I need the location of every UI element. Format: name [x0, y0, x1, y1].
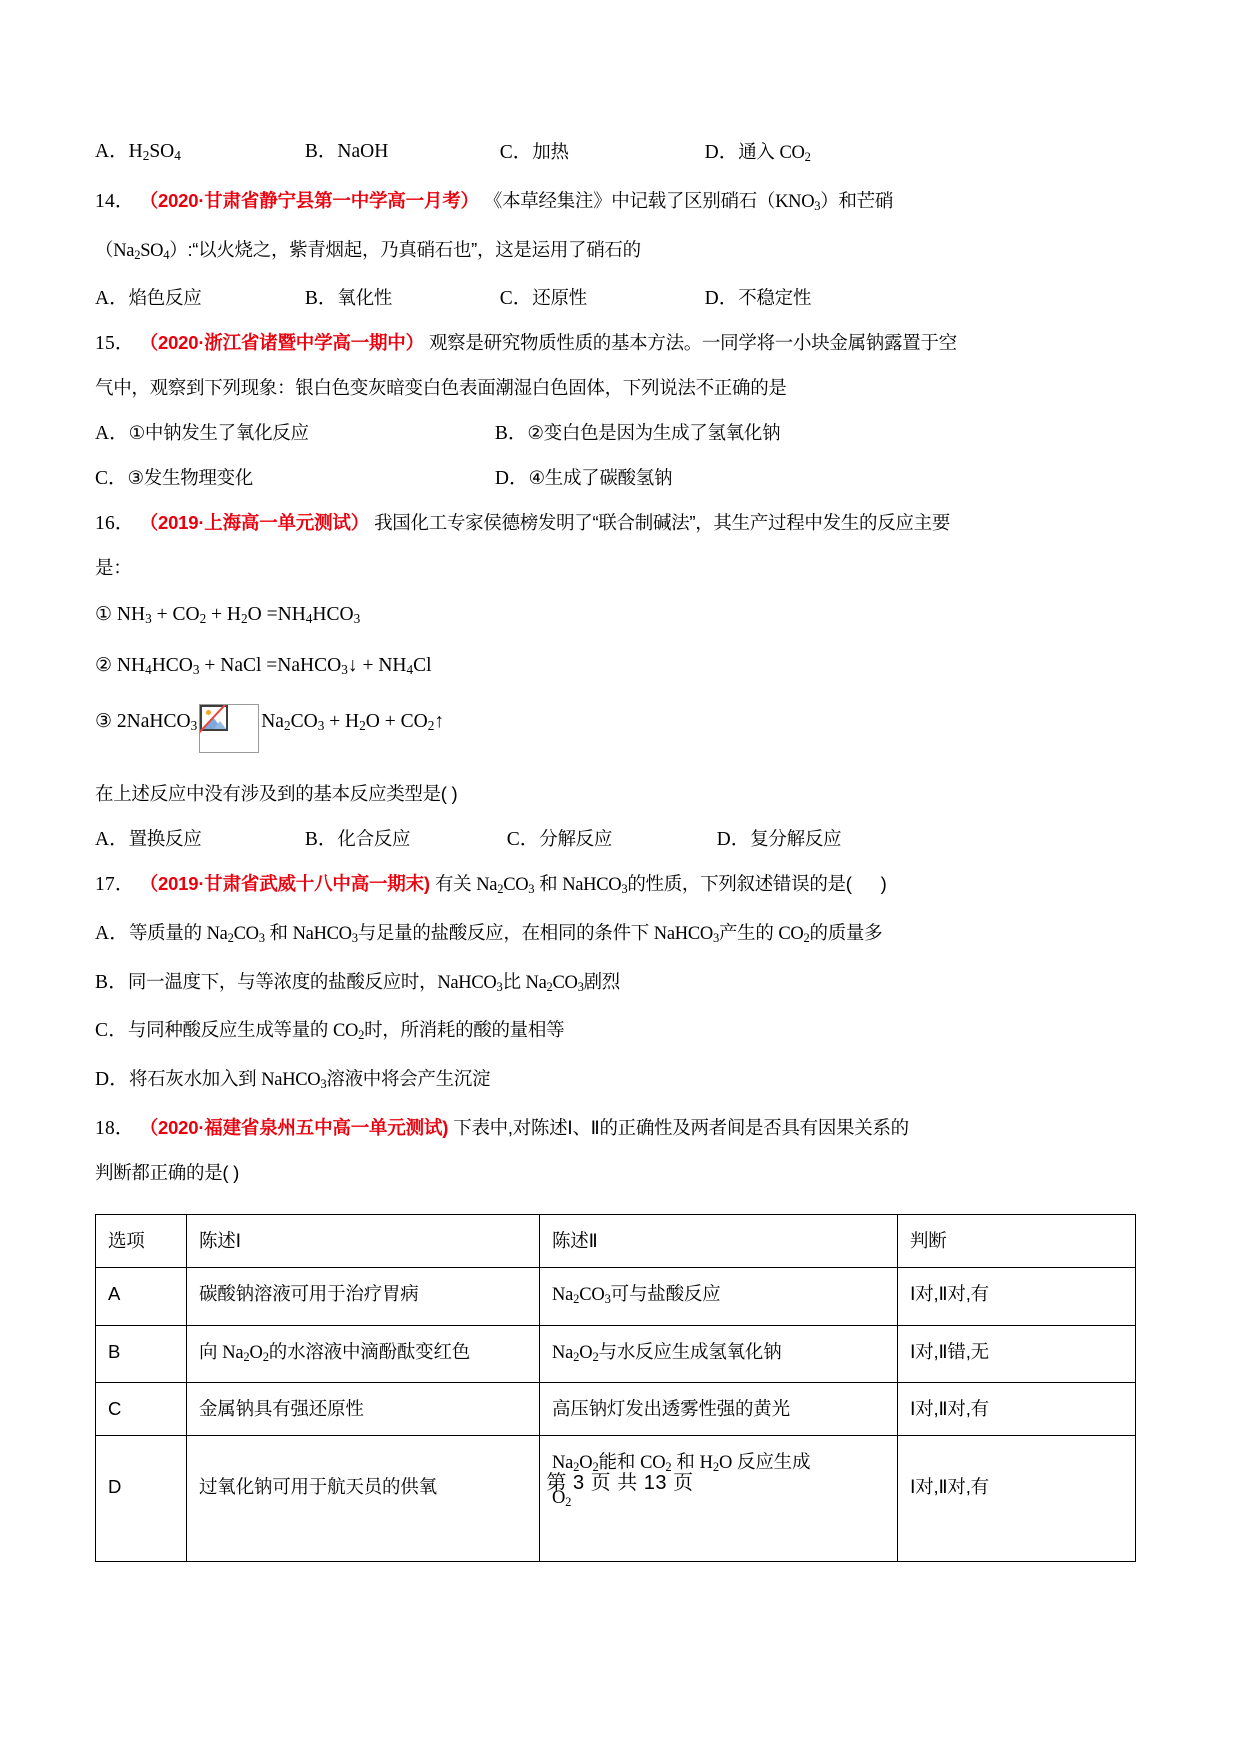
q13-option-c: [500, 130, 700, 175]
q15-option-d: [495, 456, 672, 501]
q15-option-c-text: ③发生物理变化: [127, 467, 254, 489]
q18-stem-line-1: [95, 1106, 1155, 1151]
table-row: [96, 1325, 1136, 1383]
q17-option-b-text: 同一温度下，与等浓度的盐酸反应时，NaHCO$_3$比 $Na_2CO_3$剧烈: [127, 970, 621, 994]
row-a-statement-2: $Na_2CO_3$可与盐酸反应: [540, 1267, 898, 1325]
q16-option-a-label: A．: [95, 829, 129, 851]
q16-option-a-text: 置换反应: [128, 828, 202, 850]
q16-eq3-right: $Na_2CO_3 + H_2O$ + $CO_2↑$: [261, 711, 445, 734]
q18-stem-text-1: 下表中,对陈述Ⅰ、Ⅱ的正确性及两者间是否具有因果关系的: [453, 1116, 909, 1138]
q15-stem-text-1: 观察是研究物质性质的基本方法。一同学将一小块金属钠露置于空: [428, 332, 957, 354]
q14-options-row: [95, 276, 1155, 321]
q16-source: （2019·上海高一单元测试）: [139, 512, 370, 534]
image-sun-glyph: [206, 710, 211, 715]
table-row: [96, 1267, 1136, 1325]
table-header-row: [96, 1214, 1136, 1267]
q17-option-a-text: 等质量的 $Na_2CO_3$ 和 NaHCO$_3$与足量的盐酸反应，在相同的条件下 NaHCO$_3$产生的 $CO_2$的质量多: [128, 921, 883, 945]
q13-option-c-label: C．: [499, 142, 533, 163]
q16-options-row: [95, 817, 1155, 862]
q16-stem-text-1: 我国化工专家侯德榜发明了“联合制碱法”，其生产过程中发生的反应主要: [374, 512, 951, 534]
q15-option-a-text: ①中钠发生了氧化反应: [128, 422, 309, 444]
q15-stem-text-2: 气中，观察到下列现象：银白色变灰暗变白色表面潮湿白色固体，下列说法不正确的是: [95, 377, 787, 399]
q17-option-d-label: D．: [95, 1069, 129, 1091]
q16-option-d: [717, 817, 842, 862]
row-c-judgement: Ⅰ对,Ⅱ对,有: [898, 1383, 1136, 1436]
q13-option-a-label: A．: [95, 141, 129, 162]
header-statement-1: 陈述Ⅰ: [187, 1214, 540, 1267]
q15-option-c-label: C．: [95, 468, 128, 490]
q18-number: 18．: [95, 1117, 135, 1139]
q16-equation-2: [95, 642, 1155, 693]
q16-option-d-label: D．: [716, 829, 751, 851]
q17-source: （2019·甘肃省武威十八中高一期末): [139, 873, 430, 895]
row-b-judgement: Ⅰ对,Ⅱ错,无: [898, 1325, 1136, 1383]
row-d-statement-1: 过氧化钠可用于航天员的供氧: [187, 1436, 540, 1562]
q15-stem-line-1: [95, 321, 1155, 366]
q15-option-b-text: ②变白色是因为生成了氢氧化钠: [527, 422, 781, 444]
q16-option-c: [507, 817, 712, 862]
row-d-judgement: Ⅰ对,Ⅱ对,有: [898, 1436, 1136, 1562]
q17-option-c-line: [95, 1008, 1155, 1057]
q14-option-d-label: D．: [704, 288, 739, 310]
q14-option-b: [305, 276, 495, 321]
q16-option-b-text: 化合反应: [337, 828, 411, 850]
q13-option-a: [95, 130, 300, 178]
q13-option-d-text: 通入 $CO_2$: [738, 141, 811, 164]
q15-stem-line-2: [95, 366, 1155, 411]
q17-option-c-text: 与同种酸反应生成等量的 $CO_2$时，所消耗的酸的量相等: [127, 1019, 565, 1043]
q14-option-b-label: B．: [304, 288, 338, 310]
q14-stem-line-1: [95, 179, 1155, 228]
q16-equation-1: [95, 591, 1155, 642]
row-a-judgement: Ⅰ对,Ⅱ对,有: [898, 1267, 1136, 1325]
q14-option-d-text: 不稳定性: [738, 287, 812, 309]
q15-number: 15．: [95, 333, 135, 355]
q16-stem-text-2: 是：: [95, 557, 132, 579]
q17-option-a-label: A．: [95, 922, 129, 944]
q15-option-c: [95, 456, 490, 501]
row-a-option: A: [96, 1267, 187, 1325]
q17-stem-line: [95, 862, 1155, 911]
row-c-statement-2: 高压钠灯发出透雾性强的黄光: [540, 1383, 898, 1436]
row-b-statement-2: $Na_2O_2$与水反应生成氢氧化钠: [540, 1325, 898, 1383]
q14-stem-line-2: [95, 228, 1155, 277]
q16-eq1-text: $NH_3 + CO_2 + H_2O =NH_4HCO_3$: [116, 604, 361, 627]
row-b-statement-1: 向 $Na_2O_2$的水溶液中滴酚酞变红色: [187, 1325, 540, 1383]
q15-option-a: [95, 411, 490, 456]
q14-option-a-text: 焰色反应: [128, 287, 202, 309]
q13-option-b: [305, 130, 495, 174]
q17-stem-text: 有关 $Na_2CO_3$ 和 NaHCO$_3$的性质，下列叙述错误的是( ): [434, 873, 887, 896]
q17-option-b-line: [95, 960, 1155, 1009]
q14-option-d: [705, 276, 811, 321]
image-mountain-small-glyph: [214, 721, 226, 729]
q16-eq1-marker: ①: [95, 603, 113, 626]
q14-option-c-label: C．: [499, 288, 533, 310]
q16-equation-3: [95, 693, 1155, 754]
q14-stem-text-2: $(Na_2SO_4):“$以火烧之，紫青烟起，乃真硝石也”，这是运用了硝石的: [95, 238, 641, 262]
q16-eq2-text: $NH_4HCO_3$ + NaCl =NaHCO$_3$↓ + $NH_4Cl$: [116, 655, 432, 678]
q14-stem-text-1: 《本草经集注》中记载了区别硝石$(KNO_3)$和芒硝: [483, 189, 894, 213]
q15-options-row-1: [95, 411, 1155, 456]
q16-option-c-text: 分解反应: [539, 828, 613, 850]
row-c-statement-1: 金属钠具有强还原性: [187, 1383, 540, 1436]
q13-option-d: [705, 130, 811, 179]
table-row: [96, 1436, 1136, 1562]
q15-option-a-label: A．: [95, 423, 129, 445]
q17-option-a-line: [95, 911, 1155, 960]
q16-stem-line-2: [95, 546, 1155, 591]
row-b-option: B: [96, 1325, 187, 1383]
q14-option-c-text: 还原性: [532, 287, 587, 309]
q16-question-line: [95, 772, 1155, 817]
statements-table: [95, 1214, 1136, 1563]
q14-number: 14．: [95, 190, 135, 212]
table-row: [96, 1383, 1136, 1436]
q16-eq3-marker: ③: [95, 710, 113, 733]
q16-option-a: [95, 817, 300, 862]
q14-option-a: [95, 276, 300, 321]
header-option: 选项: [96, 1214, 187, 1267]
q16-option-d-text: 复分解反应: [750, 828, 842, 850]
q16-eq2-marker: ②: [95, 654, 113, 677]
q18-stem-line-2: [95, 1151, 1155, 1196]
q17-number: 17．: [95, 874, 135, 896]
q16-option-b: [305, 817, 502, 862]
row-d-option: D: [96, 1436, 187, 1562]
q15-source: （2020·浙江省诸暨中学高一期中）: [139, 332, 424, 354]
row-c-option: C: [96, 1383, 187, 1436]
q13-options-row: [95, 130, 1155, 179]
q13-option-b-label: B．: [304, 141, 338, 162]
q17-option-c-label: C．: [95, 1020, 128, 1042]
q17-option-b-label: B．: [95, 971, 128, 993]
row-a-statement-1: 碳酸钠溶液可用于治疗胃病: [187, 1267, 540, 1325]
header-statement-2: 陈述Ⅱ: [540, 1214, 898, 1267]
q17-option-d-text: 将石灰水加入到 NaHCO$_3$溶液中将会产生沉淀: [128, 1068, 491, 1091]
q14-option-b-text: 氧化性: [337, 287, 392, 309]
broken-image-icon: [199, 704, 259, 753]
q15-option-d-label: D．: [494, 468, 529, 490]
header-judgement: 判断: [898, 1214, 1136, 1267]
q13-option-c-text: 加热: [532, 141, 569, 162]
q15-option-b-label: B．: [494, 423, 528, 445]
q16-option-c-label: C．: [506, 829, 540, 851]
q18-stem-text-2: 判断都正确的是( ): [95, 1161, 239, 1183]
q13-option-a-text: $H_2SO_4$: [128, 141, 181, 163]
q16-stem-line-1: [95, 501, 1155, 546]
row-d-statement-2: $Na_2O_2$能和 $CO_2$ 和 $H_2O$ 反应生成 $O_2$: [540, 1436, 898, 1562]
q15-option-d-text: ④生成了碳酸氢钠: [528, 467, 673, 489]
q16-option-b-label: B．: [304, 829, 338, 851]
q15-option-b: [495, 411, 780, 456]
q13-option-d-label: D．: [704, 142, 739, 163]
q13-option-b-text: NaOH: [337, 141, 389, 162]
q14-option-a-label: A．: [95, 288, 129, 310]
q16-number: 16．: [95, 513, 135, 535]
q14-source: （2020·甘肃省静宁县第一中学高一月考）: [139, 189, 479, 211]
q16-question-text: 在上述反应中没有涉及到的基本反应类型是( ): [95, 783, 458, 805]
q15-options-row-2: [95, 456, 1155, 501]
q18-source: （2020·福建省泉州五中高一单元测试): [139, 1116, 449, 1138]
page-footer: 第 3 页 共 13 页: [546, 1472, 694, 1494]
q17-option-d-line: [95, 1057, 1155, 1106]
q16-eq3-left: 2NaHCO$_3$: [116, 711, 198, 734]
q14-option-c: [500, 276, 700, 321]
